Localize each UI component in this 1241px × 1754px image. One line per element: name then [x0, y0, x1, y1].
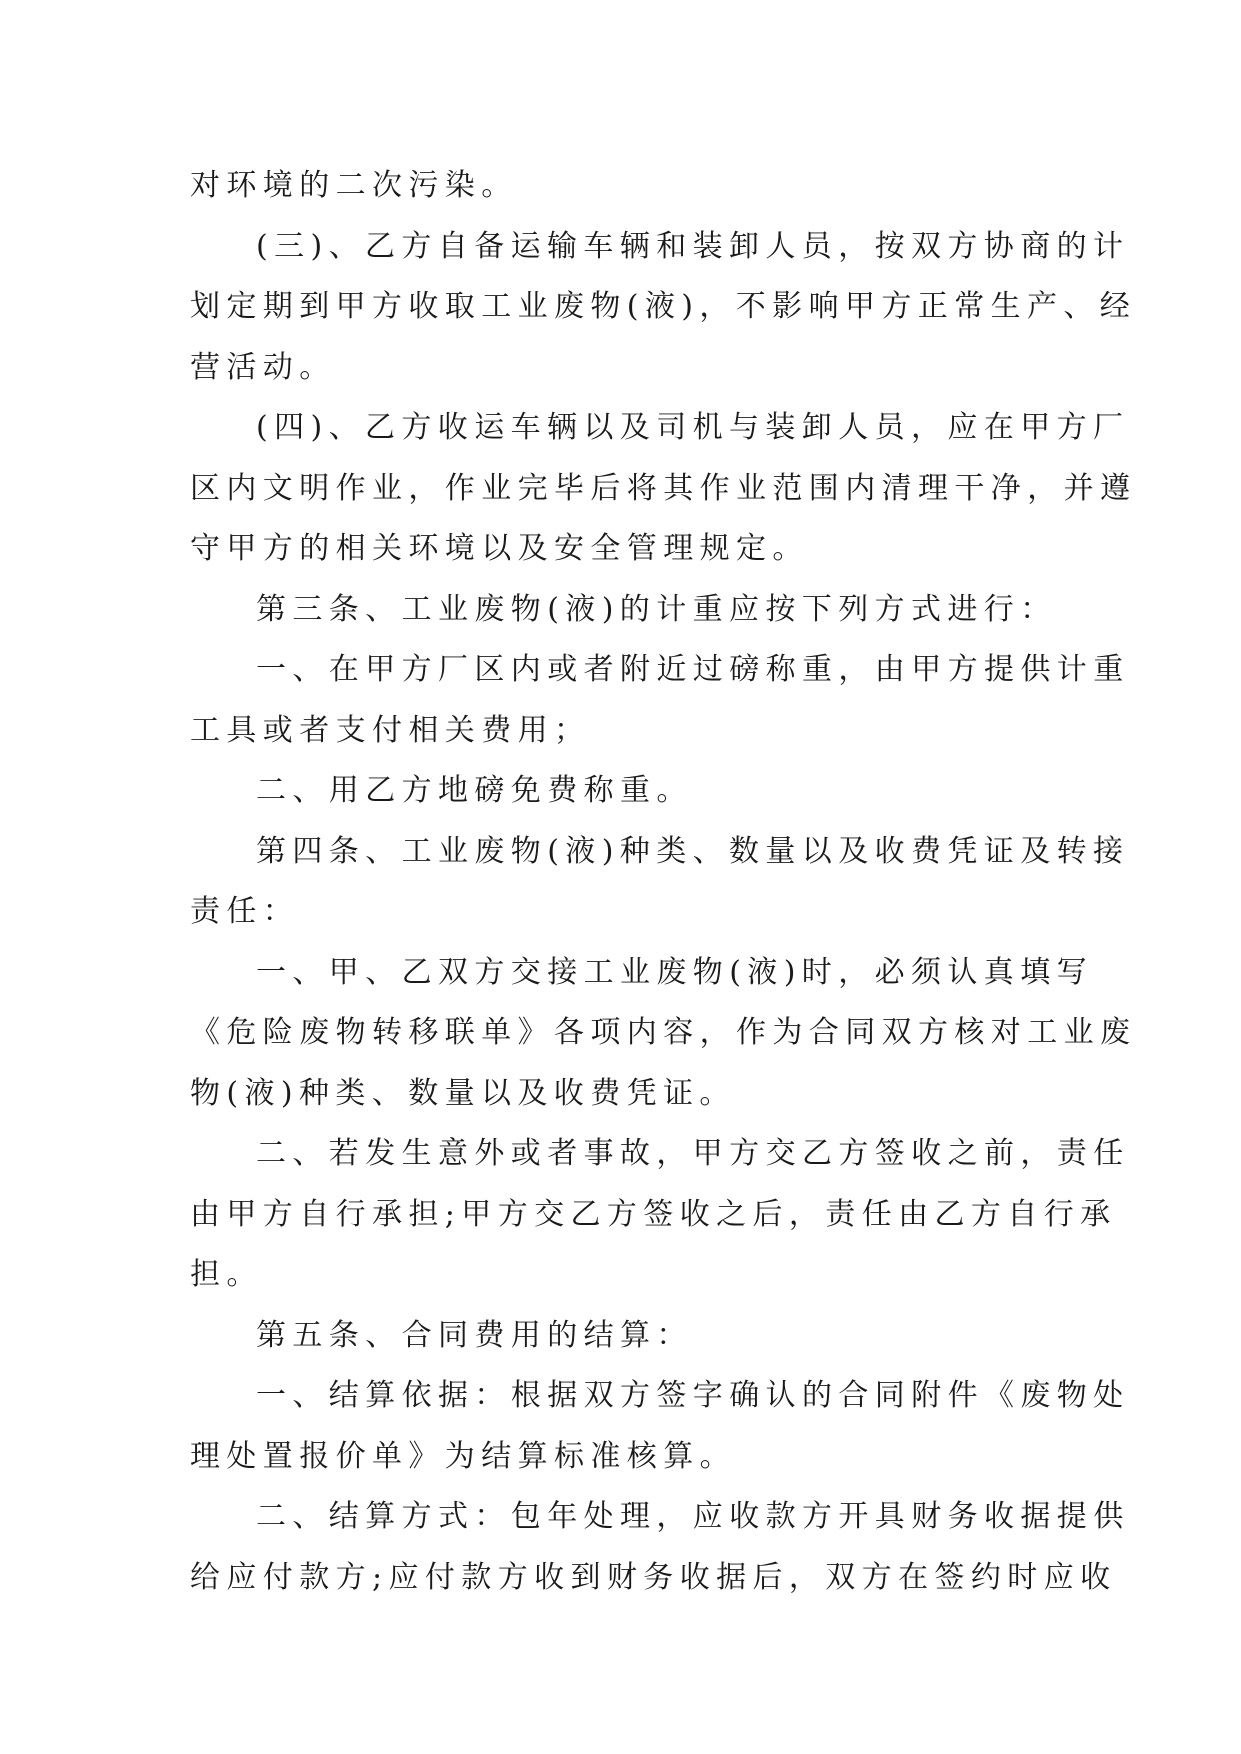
text-line: 《危险废物转移联单》各项内容，作为合同双方核对工业废: [190, 1015, 1137, 1050]
text-line: 划定期到甲方收取工业废物(液)，不影响甲方正常生产、经: [190, 289, 1137, 324]
text-line: 对环境的二次污染。: [190, 168, 518, 203]
text-line: 一、结算依据：根据双方签字确认的合同附件《废物处: [256, 1378, 1130, 1413]
text-line: 一、在甲方厂区内或者附近过磅称重，由甲方提供计重: [256, 652, 1130, 687]
text-line: 二、若发生意外或者事故，甲方交乙方签收之前，责任: [256, 1136, 1130, 1171]
text-line: 物(液)种类、数量以及收费凭证。: [190, 1075, 736, 1111]
text-line: 守甲方的相关环境以及安全管理规定。: [190, 531, 809, 566]
text-line: (三)、乙方自备运输车辆和装卸人员，按双方协商的计: [256, 228, 1130, 264]
text-line: 第五条、合同费用的结算：: [256, 1317, 693, 1353]
text-line: (四)、乙方收运车辆以及司机与装卸人员，应在甲方厂: [256, 410, 1130, 445]
text-line: 一、甲、乙双方交接工业废物(液)时，必须认真填写: [256, 954, 1094, 990]
text-line: 工具或者支付相关费用；: [190, 712, 591, 748]
text-line: 责任：: [190, 894, 300, 929]
text-line: 第三条、工业废物(液)的计重应按下列方式进行：: [256, 591, 1057, 627]
text-line: 理处置报价单》为结算标准核算。: [190, 1438, 736, 1474]
text-line: 营活动。: [190, 349, 336, 385]
text-line: 区内文明作业，作业完毕后将其作业范围内清理干净，并遵: [190, 470, 1137, 506]
document-body: [190, 156, 1137, 1608]
text-line: 二、结算方式：包年处理，应收款方开具财务收据提供: [256, 1499, 1130, 1534]
text-line: 二、用乙方地磅免费称重。: [256, 773, 693, 808]
text-line: 担。: [190, 1257, 263, 1292]
text-line: 第四条、工业废物(液)种类、数量以及收费凭证及转接: [256, 833, 1130, 869]
text-line: 由甲方自行承担;甲方交乙方签收之后，责任由乙方自行承: [190, 1196, 1117, 1232]
text-line: 给应付款方;应付款方收到财务收据后，双方在签约时应收: [190, 1559, 1117, 1595]
